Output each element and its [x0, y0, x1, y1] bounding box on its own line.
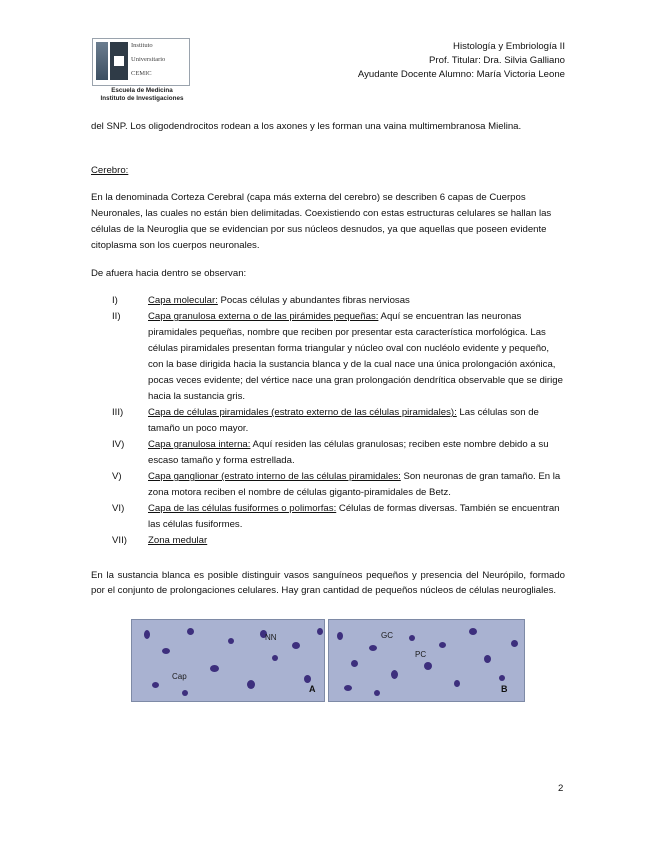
list-item	[91, 405, 565, 437]
logo-line-3: CEMIC	[131, 70, 152, 77]
section-heading: Cerebro:	[91, 165, 129, 176]
institution-logo	[92, 38, 192, 104]
label-cap: Cap	[172, 672, 187, 681]
layer-title: Capa granulosa interna:	[148, 439, 251, 450]
course-title: Histología y Embriología II	[453, 41, 565, 52]
list-item	[91, 469, 565, 501]
logo-caption-2: Instituto de Investigaciones	[100, 95, 184, 102]
logo-symbol-icon	[110, 42, 128, 80]
list-item	[91, 533, 565, 549]
label-gc: GC	[381, 631, 393, 640]
list-number: III)	[112, 407, 124, 418]
figure-letter-b: B	[501, 684, 508, 694]
micrograph-b	[328, 619, 525, 702]
list-number: VII)	[112, 535, 127, 546]
page-header	[358, 40, 565, 82]
professor-line: Prof. Titular: Dra. Silvia Galliano	[429, 55, 565, 66]
layer-text: Aquí se encuentran las neuronas piramidales pequeñas, nombre que reciben por presentar esta característica morfológica. Las células piramidales presentan forma triangular y núcleo oval con nucléolo evidente y pequeño, con la base dirigida hacia la sustancia blanca y de la cual nace una única prolongación axónica, pocas veces evidente; del vértice nace una gran prolongación dendrítica observable que se dirige hacia la sustancia gris.	[148, 311, 563, 402]
layer-title: Capa ganglionar (estrato interno de las células piramidales:	[148, 471, 401, 482]
list-item	[91, 293, 565, 309]
layer-text: Células de formas diversas. También se encuentran las células fusiformes.	[148, 503, 560, 530]
list-number: I)	[112, 295, 118, 306]
list-number: VI)	[112, 503, 125, 514]
logo-emblem	[92, 38, 190, 86]
logo-line-2: Universitario	[131, 56, 166, 63]
layer-title: Capa de células piramidales (estrato externo de las células piramidales):	[148, 407, 457, 418]
page-number: 2	[558, 783, 564, 794]
cortex-layers-list	[91, 293, 565, 549]
list-item	[91, 309, 565, 405]
list-number: IV)	[112, 439, 125, 450]
cortex-paragraph: En la denominada Corteza Cerebral (capa más externa del cerebro) se describen 6 capas de Cuerpos Neuronales, las cuales no están bien delimitadas. Coexistiendo con estas estructuras celulares se hallan las células de la Neuroglia que se evidencian por sus núcleos desnudos, ya que aquellas que poseen evidente citoplasma son los cuerpos neuronales.	[91, 192, 552, 251]
assistant-line: Ayudante Docente Alumno: María Victoria Leone	[357, 69, 565, 80]
list-item	[91, 437, 565, 469]
intro-paragraph: del SNP. Los oligodendrocitos rodean a los axones y les forman una vaina multimembranosa Mielina.	[91, 121, 522, 132]
logo-caption-1: Escuela de Medicina	[111, 87, 173, 94]
label-nn: NN	[265, 633, 277, 642]
list-number: V)	[112, 471, 122, 482]
list-item	[91, 501, 565, 533]
layer-title: Capa de las células fusiformes o polimorfas:	[148, 503, 337, 514]
layer-text: Las células son de tamaño un poco mayor.	[148, 407, 539, 434]
layer-title: Capa granulosa externa o de las pirámides pequeñas:	[148, 311, 379, 322]
list-number: II)	[112, 311, 121, 322]
figure-letter-a: A	[309, 684, 316, 694]
logo-bar-icon	[96, 42, 108, 80]
layer-title: Capa molecular:	[148, 295, 218, 306]
layers-intro: De afuera hacia dentro se observan:	[91, 268, 247, 279]
white-matter-paragraph: En la sustancia blanca es posible distinguir vasos sanguíneos pequeños y presencia del Neurópilo, formado por el conjunto de prolongaciones celulares. Hay gran cantidad de pequeños núcleos de células neurogliales.	[91, 570, 565, 596]
layer-title: Zona medular	[148, 535, 208, 546]
label-pc: PC	[415, 650, 427, 659]
micrograph-a	[131, 619, 325, 702]
layer-text: Son neuronas de gran tamaño. En la zona motora reciben el nombre de células giganto-piramidales de Betz.	[148, 471, 561, 498]
layer-text: Aquí residen las células granulosas; reciben este nombre debido a su escaso tamaño y forma estrellada.	[148, 439, 549, 466]
logo-line-1: Instituto	[131, 42, 153, 49]
layer-text: Pocas células y abundantes fibras nerviosas	[217, 295, 410, 306]
